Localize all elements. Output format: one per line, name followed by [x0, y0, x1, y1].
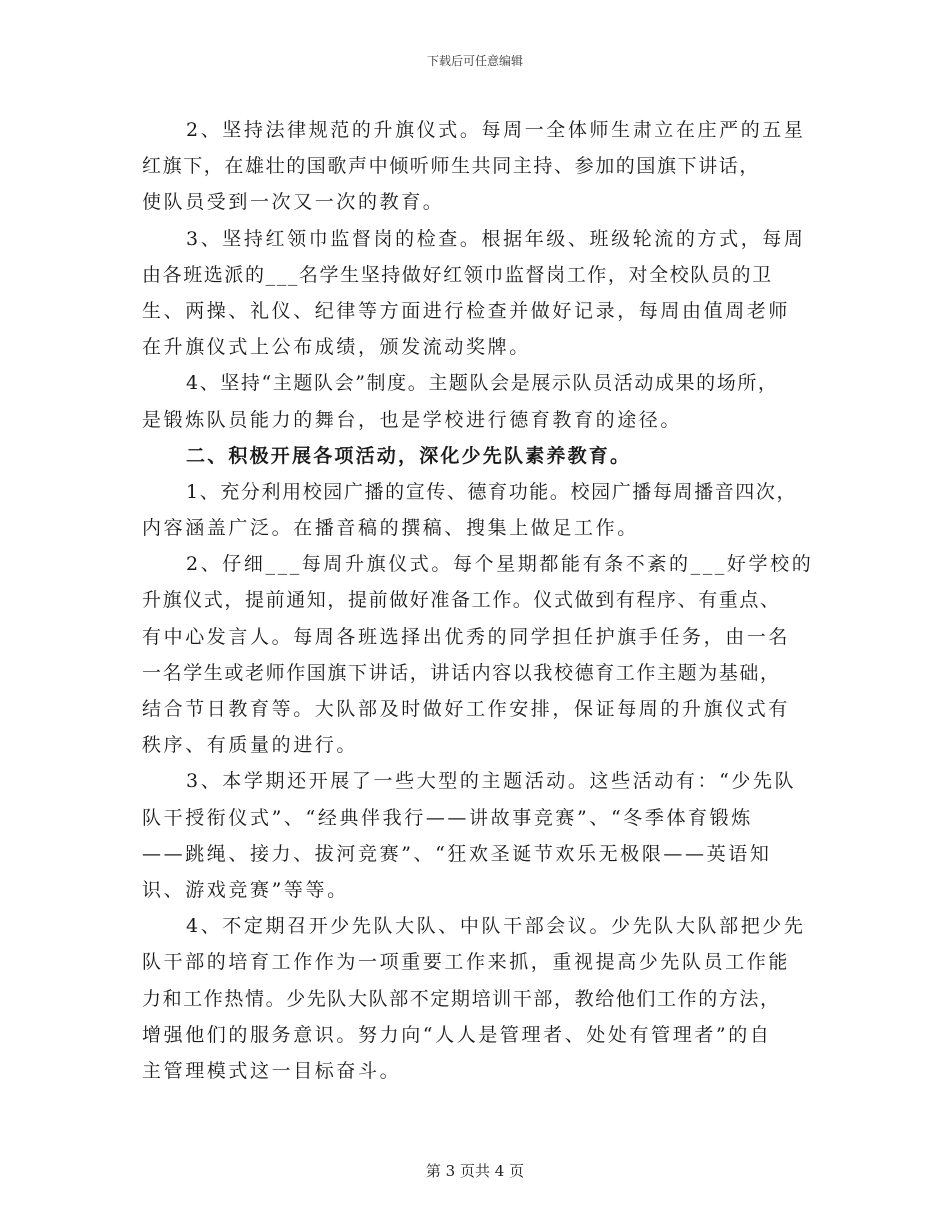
body-line: 由各班选派的___名学生坚持做好红领巾监督岗工作，对全校队员的卫 — [142, 263, 773, 286]
body-line: ——跳绳、接力、拔河竞赛”、“狂欢圣诞节欢乐无极限——英语知 — [142, 842, 772, 865]
body-line: 3、坚持红领巾监督岗的检查。根据年级、班级轮流的方式，每周 — [186, 227, 806, 250]
body-line: 有中心发言人。每周各班选择出优秀的同学担任护旗手任务，由一名 — [142, 625, 791, 648]
body-line: 队干部的培育工作作为一项重要工作来抓，重视提高少先队员工作能 — [142, 951, 791, 974]
body-line: 1、充分利用校园广播的宣传、德育功能。校园广播每周播音四次， — [186, 480, 798, 503]
body-line: 主管理模式这一目标奋斗。 — [142, 1059, 402, 1082]
page-header: 下载后可任意编辑 — [426, 54, 523, 68]
body-line: 红旗下，在雄壮的国歌声中倾听师生共同主持、参加的国旗下讲话， — [142, 155, 761, 178]
document-body — [142, 112, 818, 1089]
body-line: 使队员受到一次又一次的教育。 — [142, 191, 445, 214]
body-line: 一名学生或老师作国旗下讲话，讲话内容以我校德育工作主题为基础， — [142, 661, 781, 684]
body-line: 4、不定期召开少先队大队、中队干部会议。少先队大队部把少先 — [186, 915, 806, 938]
body-line: 队干授衔仪式”、“经典伴我行——讲故事竞赛”、“冬季体育锻炼 — [142, 806, 753, 829]
body-line: 是锻炼队员能力的舞台，也是学校进行德育教育的途径。 — [142, 408, 683, 431]
body-line: 升旗仪式，提前通知，提前做好准备工作。仪式做到有程序、有重点、 — [142, 589, 781, 612]
body-line: 力和工作热情。少先队大队部不定期培训干部，教给他们工作的方法， — [142, 987, 781, 1010]
body-line: 在升旗仪式上公布成绩，颁发流动奖牌。 — [142, 336, 531, 359]
body-line: 4、坚持“主题队会”制度。主题队会是展示队员活动成果的场所， — [186, 372, 779, 395]
body-line: 秩序、有质量的进行。 — [142, 734, 359, 757]
body-line: 2、坚持法律规范的升旗仪式。每周一全体师生肃立在庄严的五星 — [186, 119, 806, 141]
body-line: 结合节日教育等。大队部及时做好工作安排，保证每周的升旗仪式有 — [142, 698, 791, 720]
body-line: 3、本学期还开展了一些大型的主题活动。这些活动有：“少先队 — [186, 770, 797, 793]
body-line: 识、游戏竞赛”等等。 — [142, 878, 349, 901]
body-line: 内容涵盖广泛。在播音稿的撰稿、搜集上做足工作。 — [142, 517, 639, 540]
body-line: 增强他们的服务意识。努力向“人人是管理者、处处有管理者”的自 — [142, 1023, 772, 1046]
section-heading: 二、积极开展各项活动，深化少先队素养教育。 — [186, 444, 632, 467]
page-number: 第 3 页共 4 页 — [425, 1162, 525, 1180]
body-line: 生、两操、礼仪、纪律等方面进行检查并做好记录，每周由值周老师 — [142, 299, 791, 322]
body-line: 2、仔细___每周升旗仪式。每个星期都能有条不紊的___好学校的 — [186, 553, 814, 576]
